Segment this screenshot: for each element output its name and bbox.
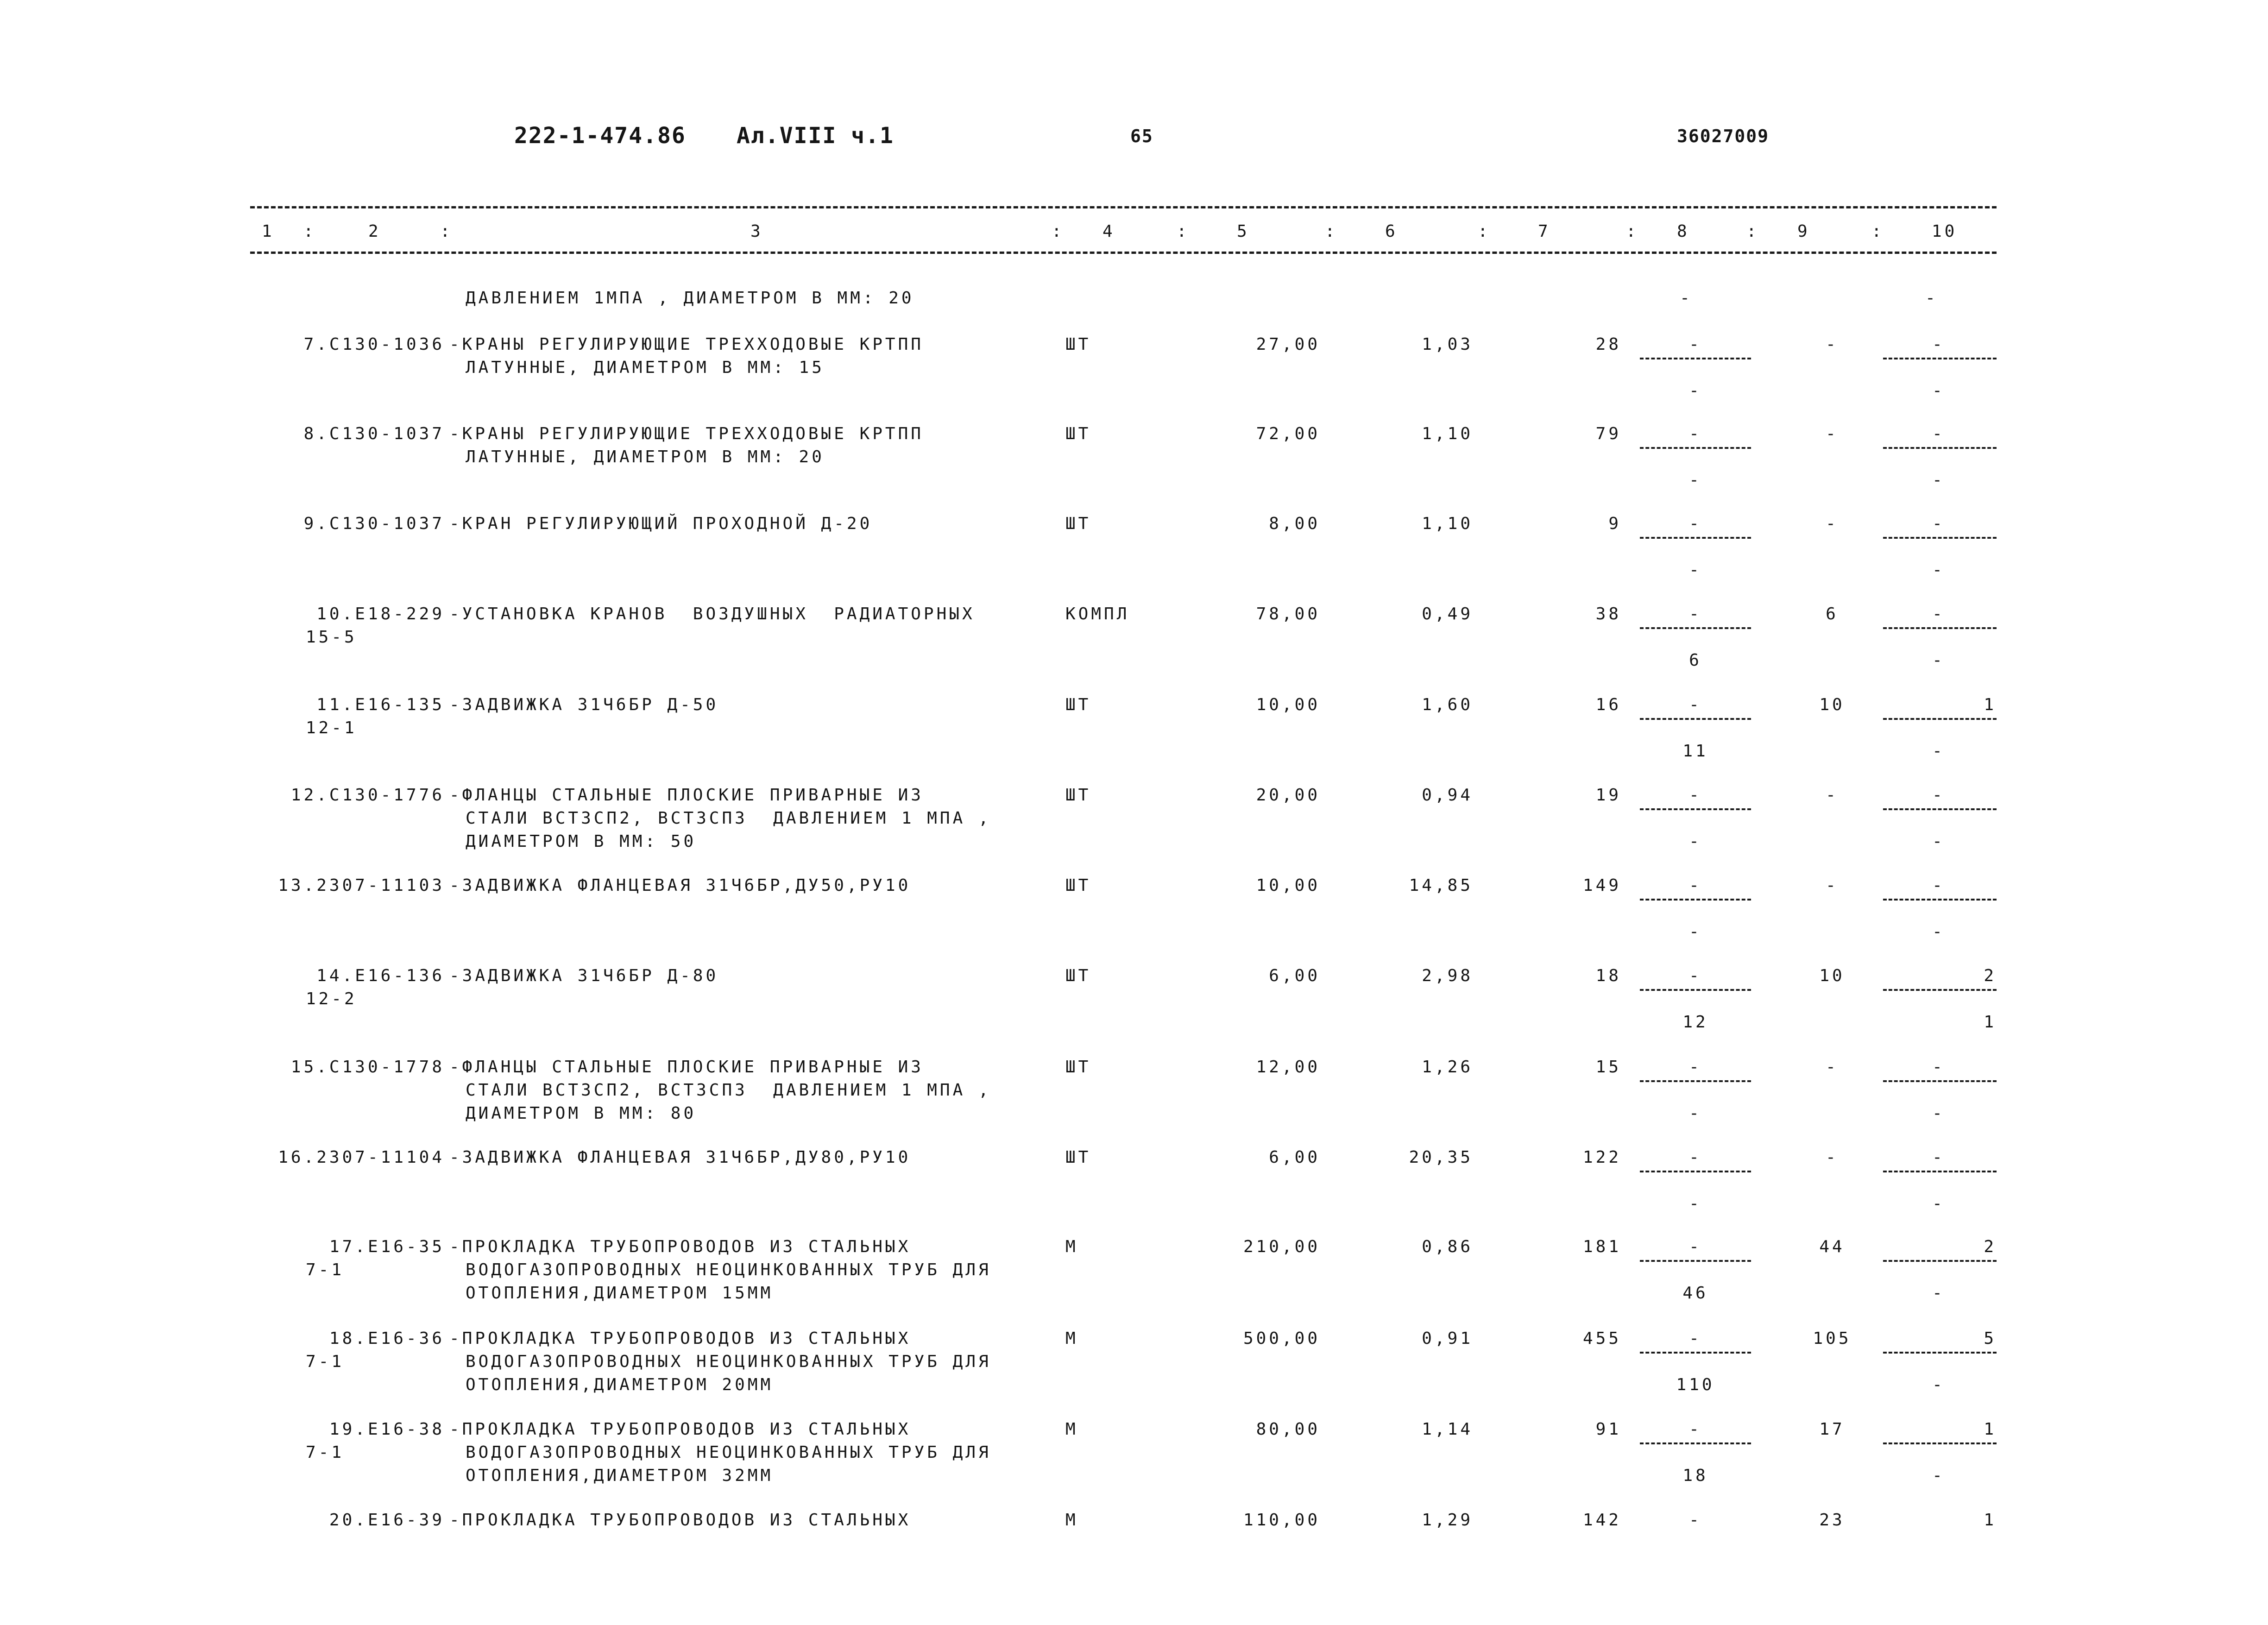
col10-fraction-line (1883, 1171, 1997, 1172)
col8-top: - (1689, 1058, 1702, 1077)
row-unit-price: 1,14 (1422, 1420, 1473, 1439)
column-number: 7 (1538, 222, 1551, 241)
row-description-line: -ПРОКЛАДКА ТРУБОПРОВОДОВ ИЗ СТАЛЬНЫХ (449, 1420, 911, 1439)
row-unit: ШТ (1065, 695, 1091, 714)
col10-fraction-line (1883, 1080, 1997, 1082)
col8-fraction-line (1640, 1171, 1751, 1172)
project-code: 36027009 (1677, 126, 1770, 146)
col10-top: 5 (1984, 1329, 1997, 1348)
row-unit: М (1065, 1511, 1078, 1530)
row-total: 122 (1582, 1148, 1621, 1167)
row-subcode: 12-1 (306, 718, 357, 737)
col9-value: - (1826, 335, 1839, 354)
row-quantity: 110,00 (1243, 1511, 1320, 1530)
col10-top: - (1932, 335, 1945, 354)
row-description-line: -ФЛАНЦЫ СТАЛЬНЫЕ ПЛОСКИЕ ПРИВАРНЫЕ ИЗ (449, 786, 924, 805)
col8-value: - (1680, 289, 1693, 308)
col9-value: - (1826, 1058, 1839, 1077)
row-number-code: 19.Е16-38 (329, 1420, 445, 1439)
row-description-line: -КРАН РЕГУЛИРУЮЩИЙ ПРОХОДНОЙ Д-20 (449, 514, 873, 533)
col10-fraction-line (1883, 537, 1997, 539)
row-description-line: ДИАМЕТРОМ В ММ: 80 (466, 1104, 697, 1123)
row-quantity: 6,00 (1269, 1148, 1320, 1167)
col8-fraction-line (1640, 1080, 1751, 1082)
row-subcode: 7-1 (306, 1443, 345, 1462)
row-quantity: 27,00 (1256, 335, 1320, 354)
column-number: 9 (1797, 222, 1810, 241)
row-description-line: ДИАМЕТРОМ В ММ: 50 (466, 832, 697, 851)
col10-top: 1 (1984, 695, 1997, 714)
col8-bottom: 6 (1689, 651, 1702, 670)
col8-bottom: - (1689, 922, 1702, 941)
col10-fraction-line (1883, 358, 1997, 359)
col8-fraction-line (1640, 1442, 1751, 1444)
row-description-line: -КРАНЫ РЕГУЛИРУЮЩИЕ ТРЕХХОДОВЫЕ КРТПП (449, 335, 924, 354)
row-description-line: ОТОПЛЕНИЯ,ДИАМЕТРОМ 15ММ (466, 1284, 774, 1303)
row-description-line: ВОДОГАЗОПРОВОДНЫХ НЕОЦИНКОВАННЫХ ТРУБ ДЛЯ (466, 1352, 991, 1371)
column-separator: : (1177, 222, 1190, 241)
col9-value: 105 (1813, 1329, 1852, 1348)
col10-top: - (1932, 1058, 1945, 1077)
col10-bottom: - (1932, 922, 1945, 941)
row-description-line: -ЗАДВИЖКА ФЛАНЦЕВАЯ 31Ч6БР,ДУ80,РУ10 (449, 1148, 911, 1167)
row-description-line: ОТОПЛЕНИЯ,ДИАМЕТРОМ 20ММ (466, 1375, 774, 1394)
col10-fraction-line (1883, 627, 1997, 629)
row-description-line: ВОДОГАЗОПРОВОДНЫХ НЕОЦИНКОВАННЫХ ТРУБ ДЛЯ (466, 1260, 991, 1279)
row-number-code: 14.Е16-136 (316, 966, 445, 985)
col9-value: - (1826, 876, 1839, 895)
column-number: 5 (1237, 222, 1250, 241)
row-description-line: -ЗАДВИЖКА 31Ч6БР Д-50 (449, 695, 719, 714)
col10-bottom: - (1932, 561, 1945, 579)
col9-value: 10 (1819, 966, 1845, 985)
col9-value: - (1826, 424, 1839, 443)
row-number-code: 18.Е16-36 (329, 1329, 445, 1348)
col8-bottom: - (1689, 832, 1702, 851)
column-separator: : (303, 222, 316, 241)
col8-bottom: - (1689, 471, 1702, 490)
row-unit: ШТ (1065, 514, 1091, 533)
column-number: 8 (1677, 222, 1690, 241)
col10-fraction-line (1883, 989, 1997, 991)
row-unit: ШТ (1065, 1148, 1091, 1167)
row-unit: ШТ (1065, 424, 1091, 443)
row-total: 142 (1582, 1511, 1621, 1530)
row-description-line: -ЗАДВИЖКА ФЛАНЦЕВАЯ 31Ч6БР,ДУ50,РУ10 (449, 876, 911, 895)
col8-fraction-line (1640, 627, 1751, 629)
col8-bottom: 46 (1682, 1284, 1708, 1303)
row-quantity: 78,00 (1256, 605, 1320, 624)
row-subcode: 7-1 (306, 1260, 345, 1279)
col10-fraction-line (1883, 1260, 1997, 1262)
row-total: 16 (1595, 695, 1621, 714)
row-quantity: 500,00 (1243, 1329, 1320, 1348)
row-number-code: 15.С130-1778 (290, 1058, 445, 1077)
row-number-code: 8.С130-1037 (303, 424, 445, 443)
col10-value: - (1925, 289, 1938, 308)
row-number-code: 20.Е16-39 (329, 1511, 445, 1530)
row-description-line: -ФЛАНЦЫ СТАЛЬНЫЕ ПЛОСКИЕ ПРИВАРНЫЕ ИЗ (449, 1058, 924, 1077)
col10-bottom: - (1932, 1284, 1945, 1303)
row-description-line: СТАЛИ ВСТ3СП2, ВСТ3СП3 ДАВЛЕНИЕМ 1 МПА , (466, 1081, 991, 1100)
col8-bottom: 12 (1682, 1013, 1708, 1032)
row-total: 28 (1595, 335, 1621, 354)
col10-bottom: - (1932, 742, 1945, 761)
col8-bottom: 11 (1682, 742, 1708, 761)
col10-top: 1 (1984, 1511, 1997, 1530)
row-number-code: 13.2307-11103 (278, 876, 445, 895)
row-number-code: 7.С130-1036 (303, 335, 445, 354)
col8-bottom: - (1689, 1194, 1702, 1213)
table-header-rule (250, 252, 1997, 254)
col10-bottom: 1 (1984, 1013, 1997, 1032)
row-unit-price: 1,26 (1422, 1058, 1473, 1077)
row-unit-price: 0,91 (1422, 1329, 1473, 1348)
row-description-line: -КРАНЫ РЕГУЛИРУЮЩИЕ ТРЕХХОДОВЫЕ КРТПП (449, 424, 924, 443)
row-total: 455 (1582, 1329, 1621, 1348)
row-unit: КОМПЛ (1065, 605, 1130, 624)
row-quantity: 10,00 (1256, 876, 1320, 895)
row-number-code: 10.Е18-229 (316, 605, 445, 624)
column-separator: : (1325, 222, 1338, 241)
col8-bottom: 110 (1676, 1375, 1715, 1394)
col9-value: 10 (1819, 695, 1845, 714)
row-quantity: 210,00 (1243, 1237, 1320, 1256)
row-unit-price: 0,86 (1422, 1237, 1473, 1256)
row-unit: М (1065, 1420, 1078, 1439)
row-unit-price: 2,98 (1422, 966, 1473, 985)
col8-fraction-line (1640, 718, 1751, 720)
col8-bottom: - (1689, 1104, 1702, 1123)
row-number-code: 12.С130-1776 (290, 786, 445, 805)
row-description-line: -ПРОКЛАДКА ТРУБОПРОВОДОВ ИЗ СТАЛЬНЫХ (449, 1511, 911, 1530)
col8-top: - (1689, 514, 1702, 533)
continuation-text: ДАВЛЕНИЕМ 1МПА , ДИАМЕТРОМ В ММ: 20 (466, 289, 914, 308)
col10-fraction-line (1883, 447, 1997, 449)
column-number: 2 (368, 222, 381, 241)
row-description-line: ЛАТУННЫЕ, ДИАМЕТРОМ В ММ: 15 (466, 358, 825, 377)
row-number-code: 17.Е16-35 (329, 1237, 445, 1256)
row-total: 19 (1595, 786, 1621, 805)
col10-top: - (1932, 786, 1945, 805)
column-number: 1 (262, 222, 275, 241)
col8-top: - (1689, 1237, 1702, 1256)
column-separator: : (1871, 222, 1884, 241)
album-number: Ал.VIII ч.1 (737, 123, 894, 149)
row-description-line: -УСТАНОВКА КРАНОВ ВОЗДУШНЫХ РАДИАТОРНЫХ (449, 605, 975, 624)
row-unit-price: 1,03 (1422, 335, 1473, 354)
row-unit-price: 1,60 (1422, 695, 1473, 714)
col8-top: - (1689, 335, 1702, 354)
row-total: 9 (1608, 514, 1621, 533)
table-top-rule (250, 206, 1997, 208)
col8-fraction-line (1640, 537, 1751, 539)
col10-fraction-line (1883, 718, 1997, 720)
row-unit: М (1065, 1329, 1078, 1348)
row-quantity: 6,00 (1269, 966, 1320, 985)
col8-top: - (1689, 695, 1702, 714)
column-number: 10 (1932, 222, 1958, 241)
row-total: 149 (1582, 876, 1621, 895)
col10-bottom: - (1932, 1104, 1945, 1123)
col8-bottom: 18 (1682, 1466, 1708, 1485)
row-total: 38 (1595, 605, 1621, 624)
row-unit: ШТ (1065, 335, 1091, 354)
row-subcode: 12-2 (306, 989, 357, 1008)
row-unit-price: 20,35 (1409, 1148, 1473, 1167)
col8-fraction-line (1640, 1352, 1751, 1354)
column-separator: : (1052, 222, 1065, 241)
row-unit-price: 1,10 (1422, 424, 1473, 443)
col9-value: - (1826, 514, 1839, 533)
row-unit: ШТ (1065, 876, 1091, 895)
col8-fraction-line (1640, 447, 1751, 449)
col10-bottom: - (1932, 1466, 1945, 1485)
document-code: 222-1-474.86 (514, 123, 686, 149)
col8-fraction-line (1640, 358, 1751, 359)
row-subcode: 15-5 (306, 628, 357, 647)
col8-fraction-line (1640, 808, 1751, 810)
row-description-line: СТАЛИ ВСТ3СП2, ВСТ3СП3 ДАВЛЕНИЕМ 1 МПА , (466, 809, 991, 828)
col10-bottom: - (1932, 832, 1945, 851)
row-quantity: 72,00 (1256, 424, 1320, 443)
row-subcode: 7-1 (306, 1352, 345, 1371)
row-description-line: ВОДОГАЗОПРОВОДНЫХ НЕОЦИНКОВАННЫХ ТРУБ ДЛЯ (466, 1443, 991, 1462)
row-unit: ШТ (1065, 786, 1091, 805)
col10-top: - (1932, 876, 1945, 895)
col9-value: - (1826, 1148, 1839, 1167)
col10-top: - (1932, 424, 1945, 443)
col8-fraction-line (1640, 989, 1751, 991)
row-quantity: 20,00 (1256, 786, 1320, 805)
col8-bottom: - (1689, 381, 1702, 400)
row-total: 15 (1595, 1058, 1621, 1077)
col8-top: - (1689, 605, 1702, 624)
col10-bottom: - (1932, 381, 1945, 400)
col10-top: - (1932, 605, 1945, 624)
col8-top: - (1689, 424, 1702, 443)
col10-bottom: - (1932, 1194, 1945, 1213)
row-description-line: -ПРОКЛАДКА ТРУБОПРОВОДОВ ИЗ СТАЛЬНЫХ (449, 1237, 911, 1256)
col8-top: - (1689, 966, 1702, 985)
col10-bottom: - (1932, 1375, 1945, 1394)
col10-fraction-line (1883, 1352, 1997, 1354)
col9-value: 44 (1819, 1237, 1845, 1256)
col10-fraction-line (1883, 808, 1997, 810)
column-separator: : (1478, 222, 1491, 241)
col10-bottom: - (1932, 651, 1945, 670)
col8-top: - (1689, 1329, 1702, 1348)
row-description-line: ЛАТУННЫЕ, ДИАМЕТРОМ В ММ: 20 (466, 447, 825, 466)
col8-top: - (1689, 786, 1702, 805)
row-total: 91 (1595, 1420, 1621, 1439)
col8-fraction-line (1640, 899, 1751, 901)
col10-top: 2 (1984, 1237, 1997, 1256)
row-unit: М (1065, 1237, 1078, 1256)
col8-top: - (1689, 876, 1702, 895)
col10-top: 1 (1984, 1420, 1997, 1439)
col9-value: 17 (1819, 1420, 1845, 1439)
col8-fraction-line (1640, 1260, 1751, 1262)
row-total: 79 (1595, 424, 1621, 443)
row-quantity: 12,00 (1256, 1058, 1320, 1077)
col9-value: - (1826, 786, 1839, 805)
row-total: 181 (1582, 1237, 1621, 1256)
row-number-code: 11.Е16-135 (316, 695, 445, 714)
row-quantity: 80,00 (1256, 1420, 1320, 1439)
row-unit-price: 0,94 (1422, 786, 1473, 805)
row-description-line: ОТОПЛЕНИЯ,ДИАМЕТРОМ 32ММ (466, 1466, 774, 1485)
row-unit-price: 1,29 (1422, 1511, 1473, 1530)
row-description-line: -ЗАДВИЖКА 31Ч6БР Д-80 (449, 966, 719, 985)
column-separator: : (1626, 222, 1639, 241)
column-separator: : (1746, 222, 1759, 241)
col10-top: 2 (1984, 966, 1997, 985)
col10-top: - (1932, 514, 1945, 533)
row-unit-price: 1,10 (1422, 514, 1473, 533)
column-number: 6 (1385, 222, 1398, 241)
row-total: 18 (1595, 966, 1621, 985)
col8-top: - (1689, 1148, 1702, 1167)
col9-value: 23 (1819, 1511, 1845, 1530)
column-number: 3 (750, 222, 763, 241)
col10-bottom: - (1932, 471, 1945, 490)
col8-top: - (1689, 1511, 1702, 1530)
column-separator: : (440, 222, 453, 241)
page-number: 65 (1130, 126, 1153, 146)
row-quantity: 10,00 (1256, 695, 1320, 714)
col9-value: 6 (1826, 605, 1839, 624)
row-unit-price: 14,85 (1409, 876, 1473, 895)
row-number-code: 16.2307-11104 (278, 1148, 445, 1167)
row-unit: ШТ (1065, 1058, 1091, 1077)
row-unit-price: 0,49 (1422, 605, 1473, 624)
col10-fraction-line (1883, 899, 1997, 901)
row-quantity: 8,00 (1269, 514, 1320, 533)
col10-top: - (1932, 1148, 1945, 1167)
column-number: 4 (1102, 222, 1115, 241)
col10-fraction-line (1883, 1442, 1997, 1444)
row-unit: ШТ (1065, 966, 1091, 985)
col8-bottom: - (1689, 561, 1702, 579)
row-description-line: -ПРОКЛАДКА ТРУБОПРОВОДОВ ИЗ СТАЛЬНЫХ (449, 1329, 911, 1348)
row-number-code: 9.С130-1037 (303, 514, 445, 533)
col8-top: - (1689, 1420, 1702, 1439)
